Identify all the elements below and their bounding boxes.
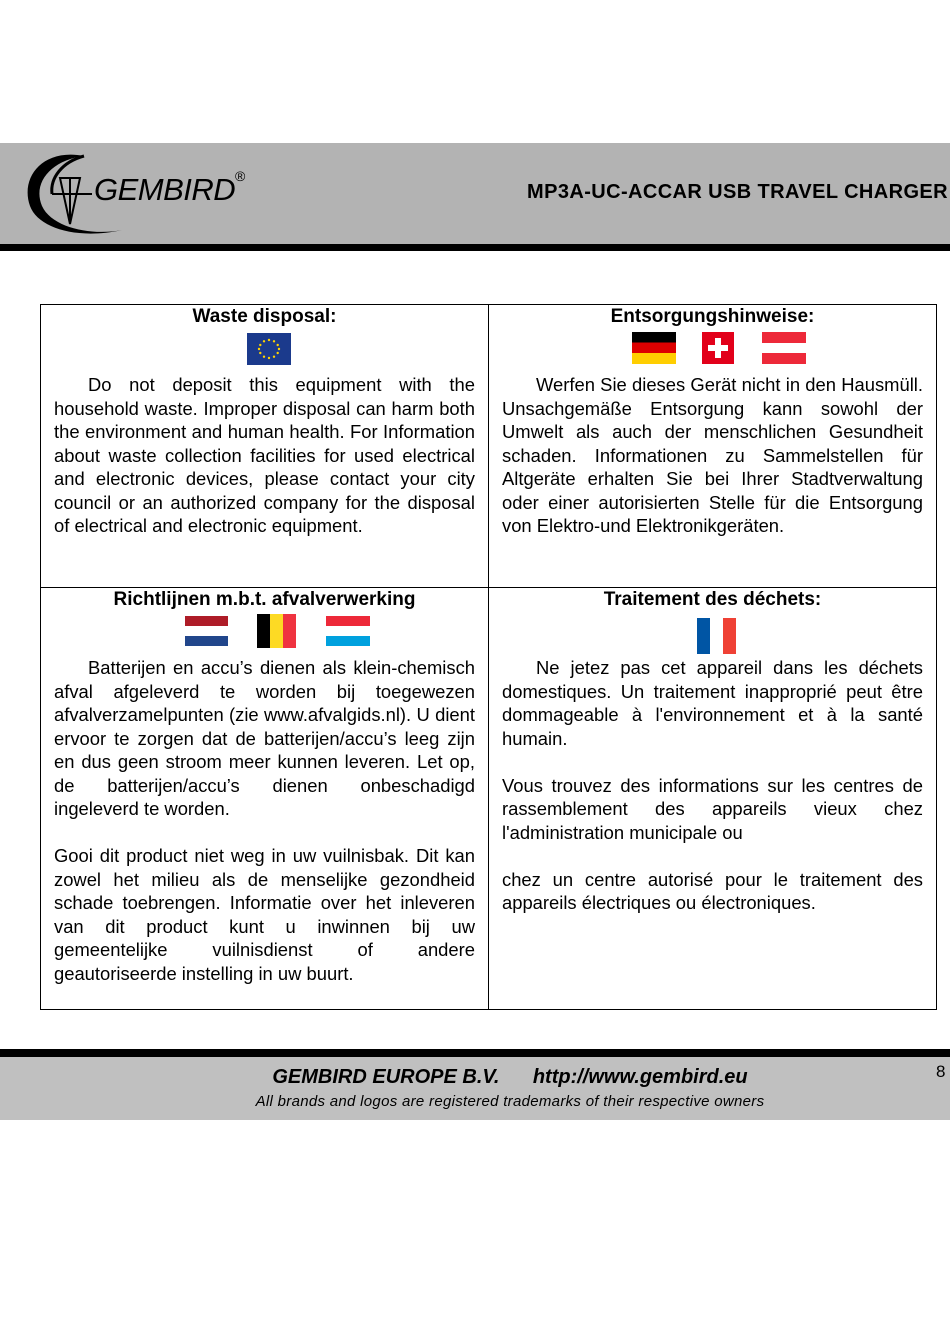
section-paragraph: Vous trouvez des informations sur les centres de rassemblement des appareils vieux chez l'administration municipale ou xyxy=(502,774,923,843)
section-german xyxy=(502,305,923,538)
footer-trademark: All brands and logos are registered trademarks of their respective owners xyxy=(255,1093,765,1110)
germany-flag-icon xyxy=(632,332,676,364)
netherlands-flag-icon xyxy=(185,616,228,646)
footer-company: GEMBIRD EUROPE B.V. xyxy=(272,1066,500,1088)
section-heading: Traitement des déchets: xyxy=(603,589,822,610)
flag-row xyxy=(502,612,923,656)
logo-text: GEMBIRD xyxy=(94,172,236,207)
section-paragraph: Gooi dit product niet weg in uw vuilnisbak. Dit kan zowel het milieu als de menselijke gezondheid schade toebrengen. Informatie over het inleveren van dit product kunt u inwinnen bij uw gemeentelijke vuilnisdienst of andere geautoriseerde instelling in uw buurt. xyxy=(54,845,475,984)
flag-row xyxy=(54,329,475,373)
header-rule xyxy=(0,244,950,251)
section-heading: Richtlijnen m.b.t. afvalverwerking xyxy=(113,589,416,610)
france-flag-icon xyxy=(697,618,736,654)
section-heading: Entsorgungshinweise: xyxy=(610,306,815,327)
switzerland-flag-icon xyxy=(702,332,734,364)
section-english xyxy=(54,305,475,538)
section-paragraph: Werfen Sie dieses Gerät nicht in den Hausmüll. Unsachgemäße Entsorgung kann sowohl der Umwelt als auch der menschlichen Gesundheit schaden. Informationen zu Sammelstellen für Altgeräte erhalten Sie bei Ihrer Stadtverwaltung oder einer autorisierten Stelle für die Entsorgung von Elektro-und Elektronikgeräten. xyxy=(502,374,923,536)
flag-row xyxy=(502,329,923,373)
footer-url[interactable]: http://www.gembird.eu xyxy=(532,1066,748,1088)
luxembourg-flag-icon xyxy=(326,616,370,646)
gembird-logo xyxy=(22,148,262,240)
section-french xyxy=(502,588,923,915)
section-paragraph: Do not deposit this equipment with the household waste. Improper disposal can harm both the environment and human health. For Information about waste collection facilities for used electrical and electronic devices, please contact your city council or an authorized company for the disposal of electrical and electronic equipment. xyxy=(54,374,475,536)
flag-row xyxy=(54,612,475,656)
eu-flag-icon xyxy=(247,333,291,365)
registered-mark: ® xyxy=(235,168,246,184)
table-column-divider xyxy=(488,304,489,1010)
austria-flag-icon xyxy=(762,332,806,364)
section-heading: Waste disposal: xyxy=(192,306,337,327)
section-paragraph: Batterijen en accu’s dienen als klein-chemisch afval afgeleverd te worden bij toegewezen afvalverzamelpunten (zie www.afvalgids.nl). U dient ervoor te zorgen dat de batterijen/accu’s leeg zijn en dus geen stroom meer kunnen leveren. Let op, de batterijen/accu’s dienen onbeschadigd ingeleverd te worden. xyxy=(54,657,475,819)
page-number: 8 xyxy=(936,1062,946,1081)
footer-rule xyxy=(0,1049,950,1057)
document-title: MP3A-UC-ACCAR USB TRAVEL CHARGER xyxy=(527,181,948,203)
belgium-flag-icon xyxy=(257,614,296,648)
section-paragraph: Ne jetez pas cet appareil dans les déchets domestiques. Un traitement inapproprié peut être dommageable à l'environnement et à la santé humain. xyxy=(502,657,923,749)
footer-company-line xyxy=(0,1066,950,1089)
section-dutch xyxy=(54,588,475,985)
section-paragraph: chez un centre autorisé pour le traitement des appareils électriques ou électroniques. xyxy=(502,868,923,913)
